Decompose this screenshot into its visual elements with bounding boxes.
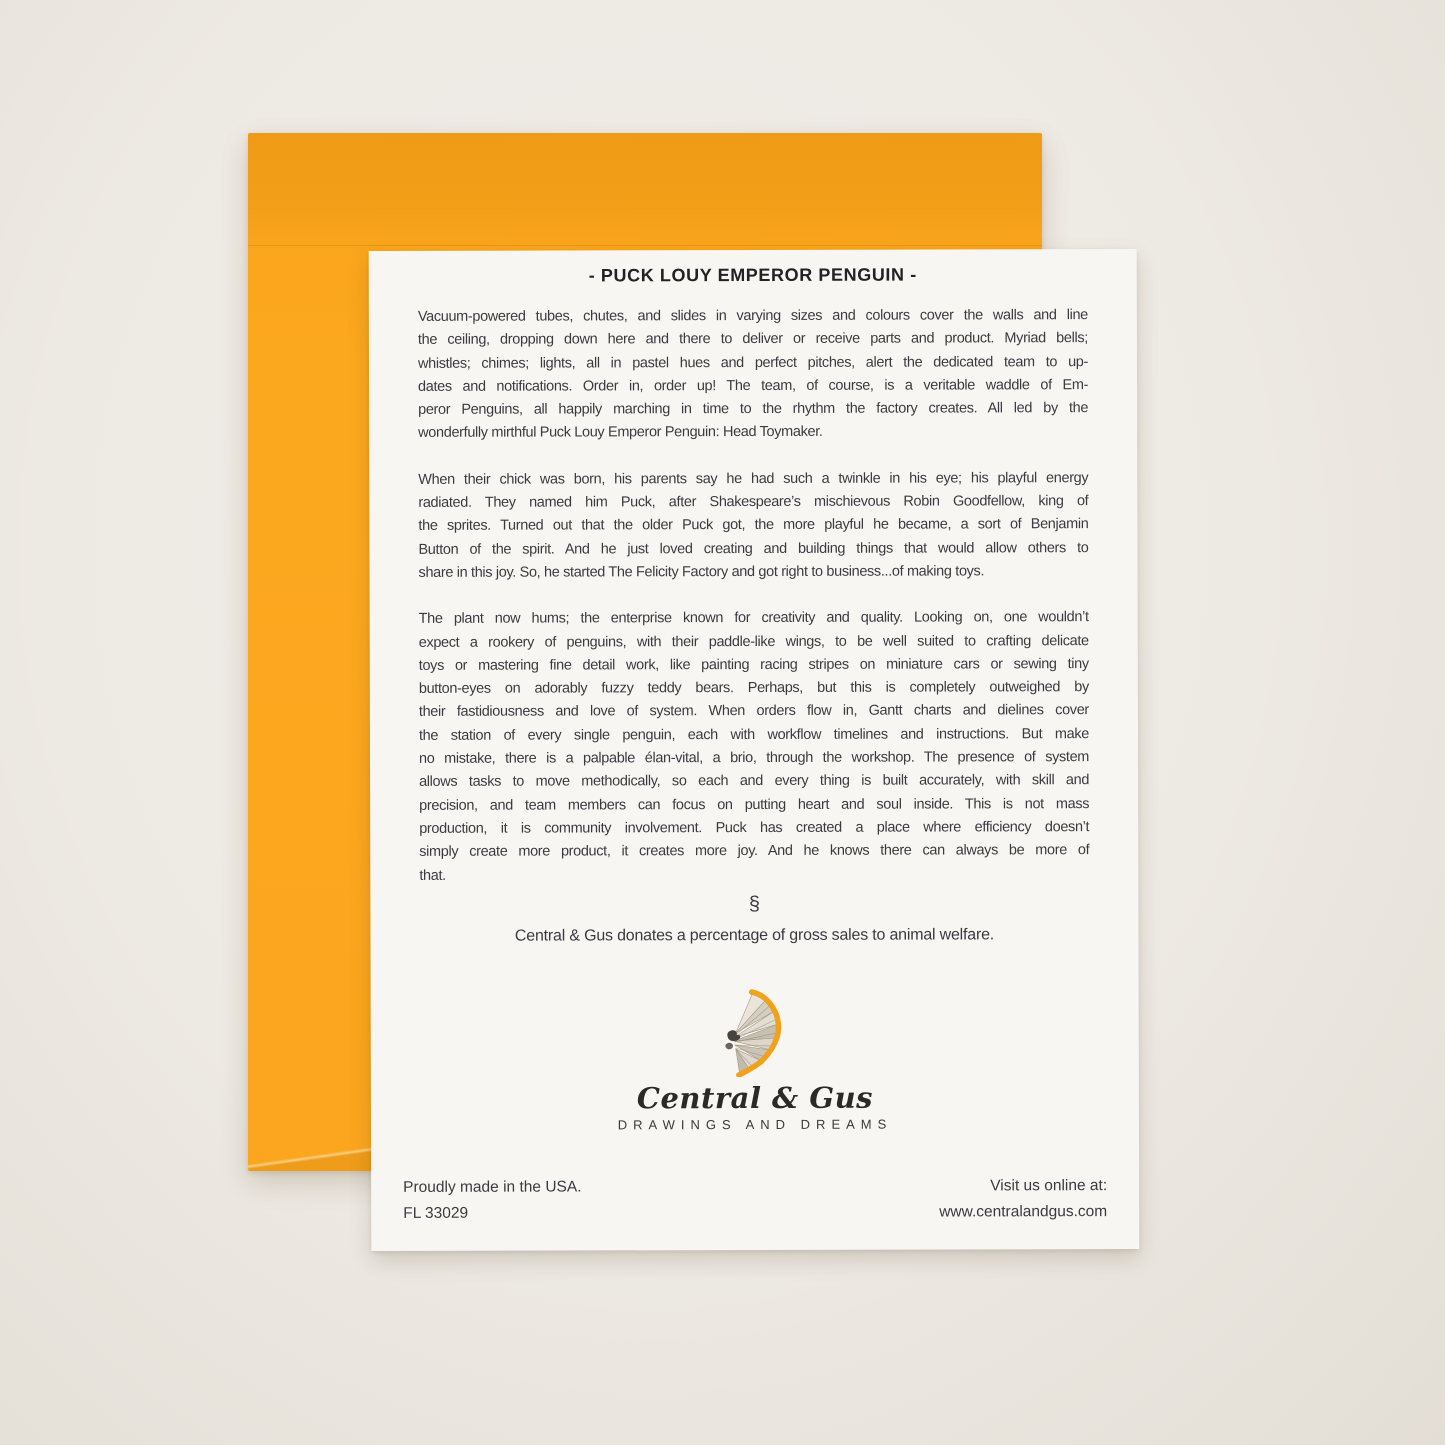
body-line: wonderfully mirthful Puck Louy Emperor Penguin: Head Toymaker. bbox=[418, 424, 823, 442]
card-content bbox=[369, 249, 1140, 1251]
body-line: that. bbox=[419, 867, 446, 884]
footer-zip: FL 33029 bbox=[403, 1204, 469, 1222]
paragraph bbox=[418, 304, 1088, 446]
body-line: precision, and team members can focus on putting heart and soul inside. This is not mass bbox=[419, 795, 1090, 814]
footer-made-in: Proudly made in the USA. bbox=[403, 1178, 582, 1196]
body-line: simply create more product, it creates more joy. And he knows there can always be more of bbox=[419, 842, 1090, 861]
card-body bbox=[418, 304, 1090, 888]
body-line: When their chick was born, his parents say he had such a twinkle in his eye; his playful energy bbox=[418, 469, 1089, 488]
body-line: whistles; chimes; lights, all in pastel hues and perfect pitches, alert the dedicated team to up- bbox=[417, 353, 1089, 372]
card-footer bbox=[403, 1173, 1107, 1227]
brand-logo bbox=[420, 988, 1090, 1133]
body-line: peror Penguins, all happily marching in time to the rhythm the factory creates. All led by the bbox=[418, 400, 1089, 419]
body-line: the station of every single penguin, each with workflow timelines and instructions. But make bbox=[418, 725, 1089, 744]
body-line: The plant now hums; the enterprise known for creativity and quality. Looking on, one wouldn’t bbox=[418, 609, 1089, 628]
body-line: expect a rookery of penguins, with their paddle-like wings, to be well suited to crafting delicate bbox=[418, 632, 1089, 651]
body-line: dates and notifications. Order in, order up! The team, of course, is a veritable waddle of Em- bbox=[418, 377, 1089, 395]
body-line: production, it is community involvement. Puck has created a place where efficiency doesn’t bbox=[419, 819, 1090, 837]
pencil-shaving-icon bbox=[720, 989, 790, 1077]
donation-note: Central & Gus donates a percentage of gross sales to animal welfare. bbox=[514, 926, 995, 945]
footer-visit-label: Visit us online at: bbox=[990, 1177, 1108, 1195]
body-line: button-eyes on adorably fuzzy teddy bears. Perhaps, but this is completely outweighed by bbox=[418, 679, 1089, 698]
greeting-card-back bbox=[369, 249, 1140, 1251]
body-line: their fastidiousness and love of system. When orders flow in, Gantt charts and dielines cover bbox=[418, 702, 1089, 721]
body-line: toys or mastering fine detail work, like painting racing stripes on miniature cars or sewing tiny bbox=[418, 655, 1089, 674]
footer-website: www.centralandgus.com bbox=[939, 1203, 1108, 1221]
body-line: share in this joy. So, he started The Felicity Factory and got right to business...of making toys. bbox=[418, 563, 985, 581]
paragraph bbox=[419, 606, 1090, 887]
body-line: the sprites. Turned out that the older Puck got, the more playful he became, a sort of Benjamin bbox=[418, 516, 1089, 535]
envelope-flap-shading bbox=[248, 133, 1042, 246]
brand-tagline: DRAWINGS AND DREAMS bbox=[617, 1116, 893, 1133]
footer-left bbox=[403, 1174, 581, 1226]
body-line: allows tasks to move methodically, so each and every thing is built accurately, with skill and bbox=[419, 772, 1090, 791]
paragraph bbox=[418, 467, 1088, 585]
card-title: - PUCK LOUY EMPEROR PENGUIN - bbox=[588, 264, 917, 286]
body-line: no mistake, there is a palpable élan-vital, a brio, through the workshop. The presence of system bbox=[419, 749, 1090, 767]
envelope-bottom-crease bbox=[248, 1141, 380, 1171]
brand-name: Central & Gus bbox=[636, 1080, 874, 1116]
body-line: Vacuum-powered tubes, chutes, and slides in varying sizes and colours cover the walls and line bbox=[417, 307, 1088, 325]
section-mark: § bbox=[748, 892, 760, 915]
body-line: Button of the spirit. And he just loved creating and building things that would allow others to bbox=[418, 539, 1089, 558]
body-line: radiated. They named him Puck, after Shakespeare’s mischievous Robin Goodfellow, king of bbox=[418, 493, 1089, 511]
footer-right bbox=[939, 1173, 1107, 1225]
body-line: the ceiling, dropping down here and there to deliver or receive parts and product. Myriad bells; bbox=[417, 330, 1088, 349]
